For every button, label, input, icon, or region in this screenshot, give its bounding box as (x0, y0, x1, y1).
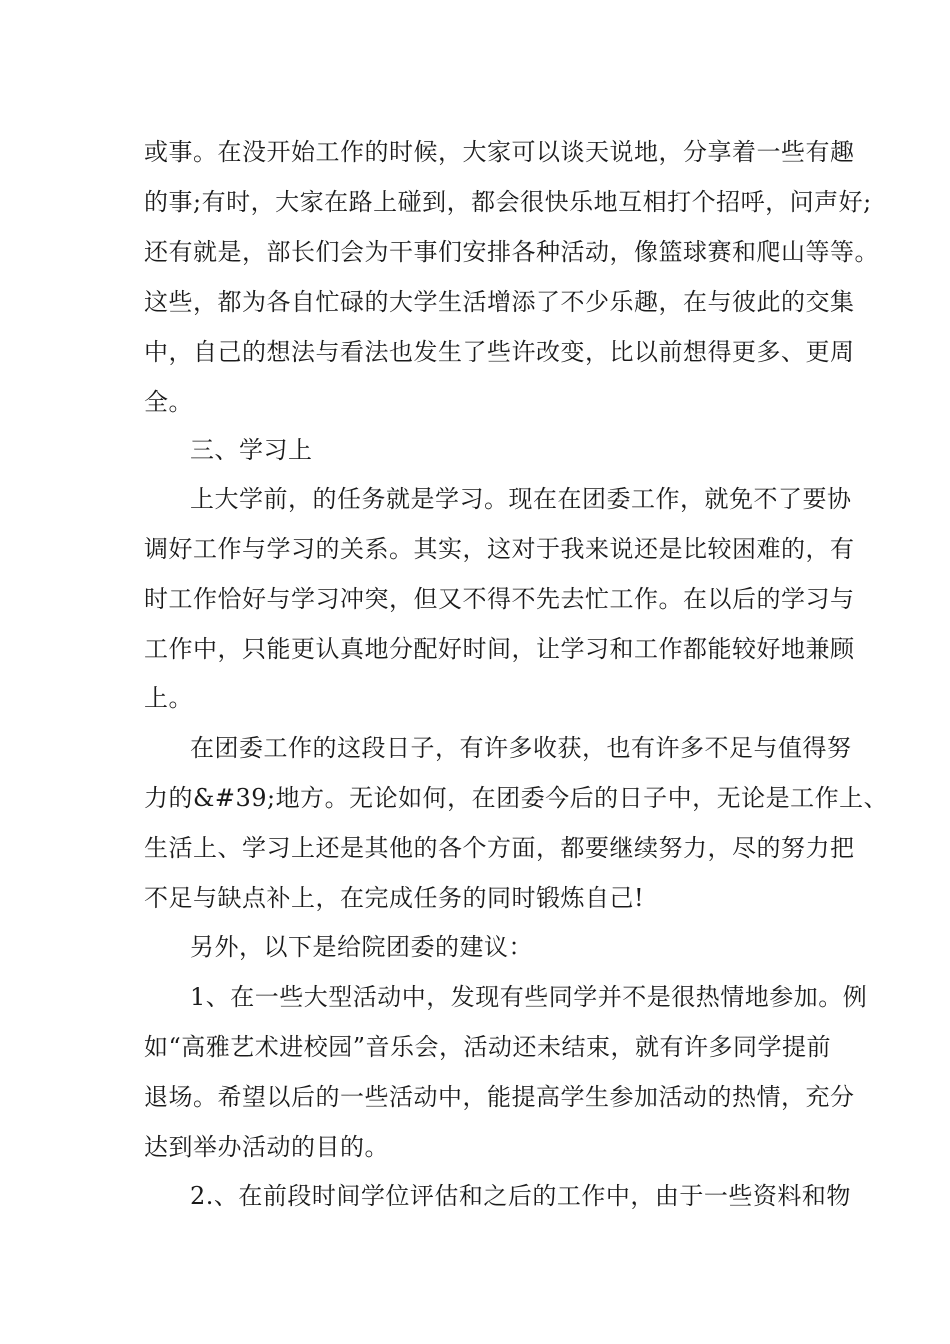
text-line: 另外，以下是给院团委的建议： (190, 933, 533, 961)
text-line: 1、在一些大型活动中，发现有些同学并不是很热情地参加。例 (190, 983, 868, 1011)
text-line: 全。 (144, 388, 193, 416)
text-line: 不足与缺点补上，在完成任务的同时锻炼自己! (144, 884, 645, 912)
text-line: 退场。希望以后的一些活动中，能提高学生参加活动的热情，充分 (144, 1083, 855, 1111)
text-line: 生活上、学习上还是其他的各个方面，都要继续努力，尽的努力把 (144, 834, 855, 862)
section-heading: 三、学习上 (190, 436, 313, 464)
text-line: 2.、在前段时间学位评估和之后的工作中，由于一些资料和物 (190, 1182, 851, 1210)
text-line: 上大学前，的任务就是学习。现在在团委工作，就免不了要协 (190, 485, 852, 513)
text-line: 调好工作与学习的关系。其实，这对于我来说还是比较困难的，有 (144, 535, 855, 563)
text-line: 在团委工作的这段日子，有许多收获，也有许多不足与值得努 (190, 734, 852, 762)
text-line: 工作中，只能更认真地分配好时间，让学习和工作都能较好地兼顾 (144, 635, 855, 663)
text-line: 这些，都为各自忙碌的大学生活增添了不少乐趣，在与彼此的交集 (144, 288, 855, 316)
text-line: 的事;有时，大家在路上碰到，都会很快乐地互相打个招呼，问声好; (144, 188, 872, 216)
text-line: 时工作恰好与学习冲突，但又不得不先去忙工作。在以后的学习与 (144, 585, 855, 613)
text-line: 达到举办活动的目的。 (144, 1133, 389, 1161)
text-line: 上。 (144, 684, 193, 712)
text-line: 如“高雅艺术进校园”音乐会，活动还未结束，就有许多同学提前 (144, 1033, 832, 1061)
text-line: 力的&#39;地方。无论如何，在团委今后的日子中，无论是工作上、 (144, 784, 889, 812)
text-line: 或事。在没开始工作的时候，大家可以谈天说地，分享着一些有趣 (144, 138, 855, 166)
text-line: 中，自己的想法与看法也发生了些许改变，比以前想得更多、更周 (144, 338, 855, 366)
text-line: 还有就是，部长们会为干事们安排各种活动，像篮球赛和爬山等等。 (144, 238, 879, 266)
